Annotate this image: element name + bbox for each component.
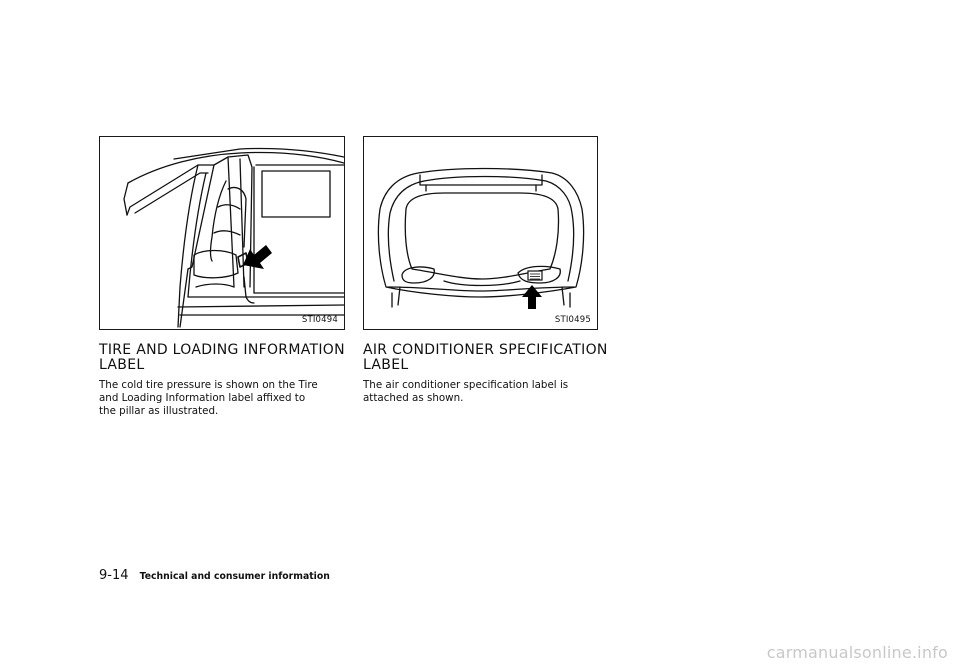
heading-line-2: LABEL <box>99 357 145 373</box>
tire-label-body <box>99 379 345 418</box>
heading-line-1: TIRE AND LOADING INFORMATION <box>99 342 345 358</box>
figure-code: STI0495 <box>554 315 591 325</box>
heading-line-1: AIR CONDITIONER SPECIFICATION <box>363 342 608 358</box>
page-footer <box>99 564 330 583</box>
body-line-2: attached as shown. <box>363 392 464 404</box>
page-number: 9-14 <box>99 568 129 583</box>
body-line-2: and Loading Information label affixed to <box>99 392 306 404</box>
hood-underside-illustration <box>364 137 597 329</box>
body-line-1: The air conditioner specification label is <box>363 379 569 391</box>
ac-label-body <box>363 379 598 405</box>
figure-code: STI0494 <box>301 315 338 325</box>
body-line-1: The cold tire pressure is shown on the Tire <box>99 379 318 391</box>
heading-line-2: LABEL <box>363 357 409 373</box>
arrow-pointing-to-pillar-label-icon <box>243 245 272 269</box>
tire-label-figure <box>99 136 345 330</box>
watermark: carmanualsonline.info <box>766 643 948 662</box>
tire-label-heading <box>99 343 349 373</box>
ac-label-heading <box>363 343 613 373</box>
car-pillar-illustration <box>100 137 344 329</box>
ac-label-figure <box>363 136 598 330</box>
section-title: Technical and consumer information <box>139 571 330 582</box>
body-line-3: the pillar as illustrated. <box>99 405 219 417</box>
